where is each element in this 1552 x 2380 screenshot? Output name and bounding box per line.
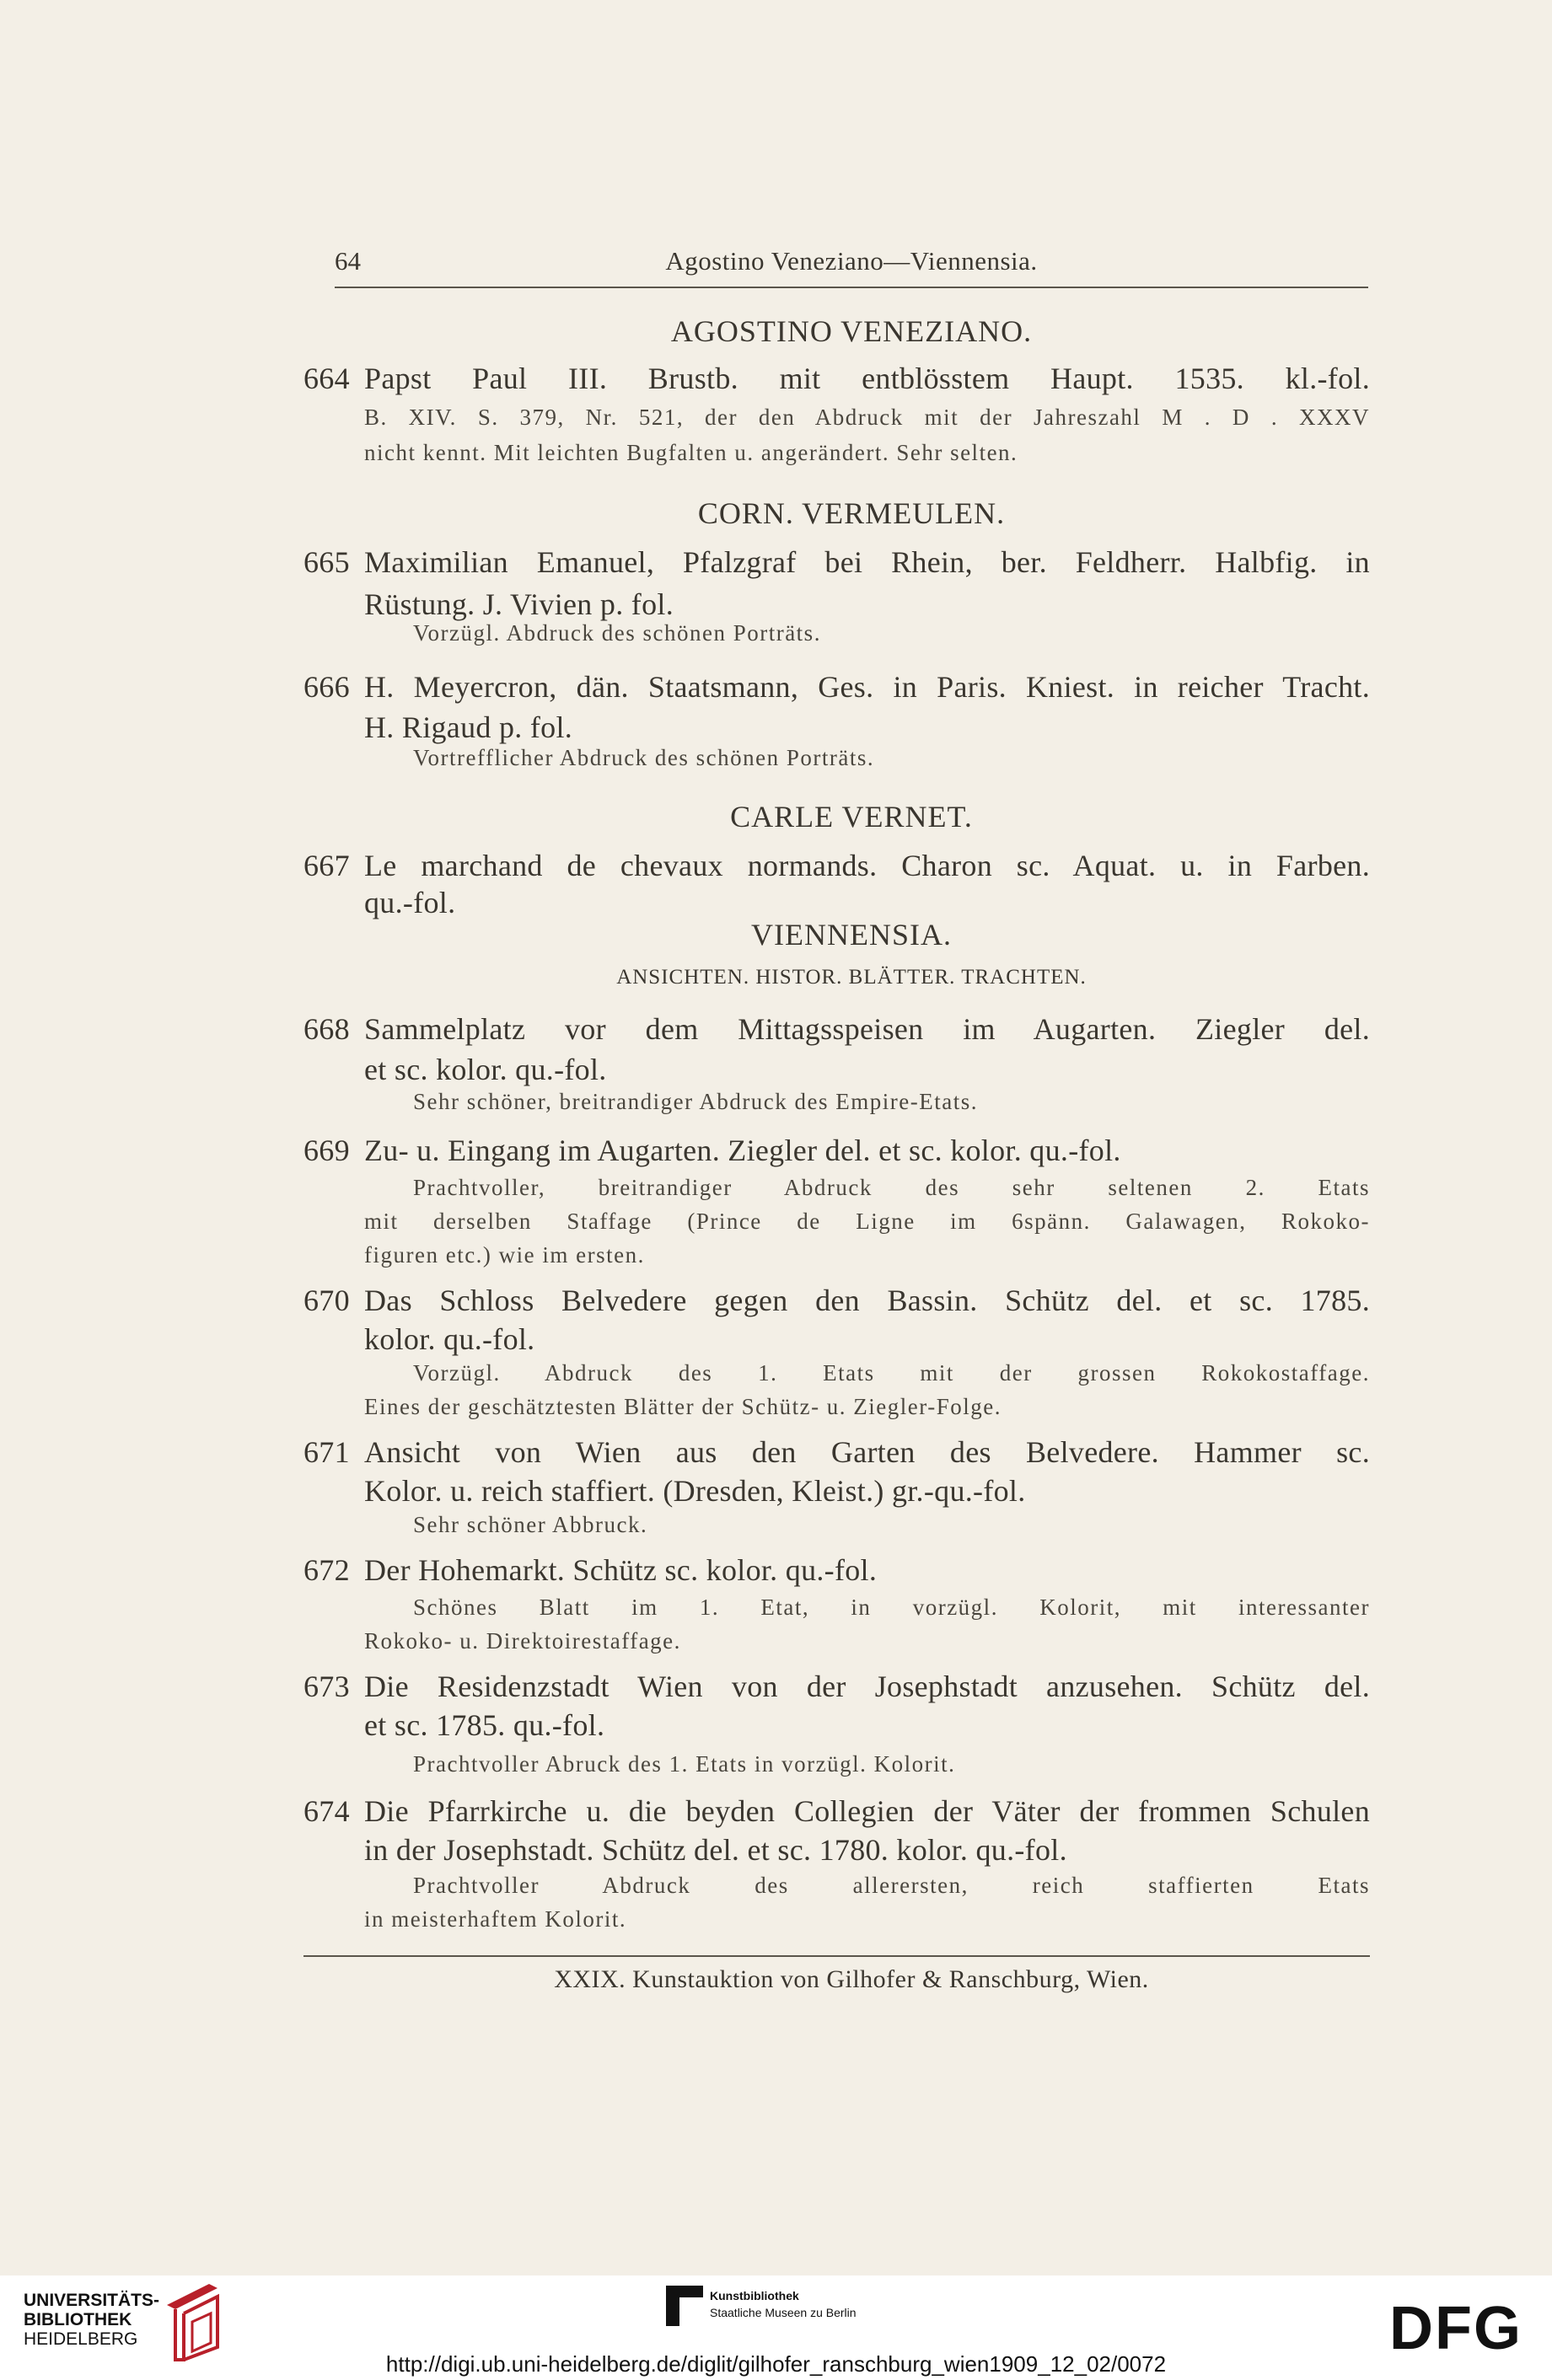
entry-text: H. Meyercron, dän. Staatsmann, Ges. in Paris. Kniest. in reicher Tracht. xyxy=(364,670,1370,704)
entry-number: 668 xyxy=(303,1012,350,1046)
dfg-logo: DFG xyxy=(1389,2295,1522,2362)
section-heading-vernet: CARLE VERNET. xyxy=(730,800,973,834)
section-heading-viennensia: VIENNENSIA. xyxy=(751,918,952,951)
footer-rule xyxy=(303,1955,1370,1957)
section-heading-agostino: AGOSTINO VENEZIANO. xyxy=(670,314,1033,348)
section-subheading: ANSICHTEN. HISTOR. BLÄTTER. TRACHTEN. xyxy=(616,966,1087,989)
page-footer: XXIX. Kunstauktion von Gilhofer & Ranschburg, Wien. xyxy=(554,1965,1149,1993)
entry-number: 674 xyxy=(303,1794,350,1828)
entry-665-note: Vorzügl. Abdruck des schönen Porträts. xyxy=(413,620,821,646)
entry-number: 666 xyxy=(303,670,350,704)
section-heading-vermeulen: CORN. VERMEULEN. xyxy=(697,496,1006,530)
entry-text: Papst Paul III. Brustb. mit entblösstem Haupt. 1535. kl.-fol. xyxy=(364,362,1370,395)
entry-668-note: Sehr schöner, breitrandiger Abdruck des Empire-Etats. xyxy=(413,1089,978,1114)
entry-text: qu.-fol. xyxy=(364,886,456,919)
entry-670-note: Vorzügl. Abdruck des 1. Etats mit der grossen Rokokostaffage. xyxy=(413,1360,1370,1386)
entry-text: et sc. kolor. qu.-fol. xyxy=(364,1053,607,1086)
entry-669-note: figuren etc.) wie im ersten. xyxy=(364,1242,645,1268)
entry-number: 664 xyxy=(303,362,350,395)
entry-text: Ansicht von Wien aus den Garten des Belvedere. Hammer sc. xyxy=(364,1435,1370,1469)
entry-number: 672 xyxy=(303,1553,350,1587)
kunstbibliothek-title: Kunstbibliothek xyxy=(710,2289,799,2302)
entry-671-note: Sehr schöner Abbruck. xyxy=(413,1512,648,1537)
kunstbibliothek-logo-icon xyxy=(666,2286,703,2326)
entry-number: 669 xyxy=(303,1134,350,1167)
entry-672-note: Rokoko- u. Direktoirestaffage. xyxy=(364,1628,681,1654)
entry-674-note: in meisterhaftem Kolorit. xyxy=(364,1906,627,1932)
entry-text: Der Hohemarkt. Schütz sc. kolor. qu.-fol. xyxy=(364,1553,878,1587)
entry-673-note: Prachtvoller Abruck des 1. Etats in vorzügl. Kolorit. xyxy=(413,1751,956,1777)
entry-674-note: Prachtvoller Abdruck des allerersten, reich staffierten Etats xyxy=(413,1873,1370,1898)
entry-664-note: B. XIV. S. 379, Nr. 521, der den Abdruck mit der Jahreszahl M . D . XXXV xyxy=(364,405,1370,430)
kunstbibliothek-label xyxy=(710,2287,857,2321)
entry-number: 667 xyxy=(303,849,350,882)
entry-672-note: Schönes Blatt im 1. Etat, in vorzügl. Kolorit, mit interessanter xyxy=(413,1595,1370,1620)
ub-logo-line: HEIDELBERG xyxy=(24,2329,138,2349)
entry-text: Sammelplatz vor dem Mittagsspeisen im Augarten. Ziegler del. xyxy=(364,1012,1370,1046)
page-number: 64 xyxy=(335,246,361,276)
entry-text: Die Pfarrkirche u. die beyden Collegien der Väter der frommen Schulen xyxy=(364,1794,1370,1828)
entry-text: Zu- u. Eingang im Augarten. Ziegler del. et sc. kolor. qu.-fol. xyxy=(364,1134,1121,1167)
running-title: Agostino Veneziano—Viennensia. xyxy=(665,246,1038,276)
entry-666-note: Vortrefflicher Abdruck des schönen Porträts. xyxy=(413,745,875,770)
source-url[interactable]: http://digi.ub.uni-heidelberg.de/diglit/gilhofer_ranschburg_wien1909_12_02/0072 xyxy=(385,2351,1167,2377)
entry-number: 671 xyxy=(303,1435,350,1469)
entry-text: kolor. qu.-fol. xyxy=(364,1322,535,1356)
entry-text: Rüstung. J. Vivien p. fol. xyxy=(364,587,674,621)
entry-text: Kolor. u. reich staffiert. (Dresden, Kleist.) gr.-qu.-fol. xyxy=(364,1474,1026,1508)
entry-text: H. Rigaud p. fol. xyxy=(364,710,573,744)
entry-664-note: nicht kennt. Mit leichten Bugfalten u. angerändert. Sehr selten. xyxy=(364,440,1018,465)
entry-text: Maximilian Emanuel, Pfalzgraf bei Rhein, ber. Feldherr. Halbfig. in xyxy=(364,545,1370,579)
entry-text: Le marchand de chevaux normands. Charon sc. Aquat. u. in Farben. xyxy=(364,849,1370,882)
entry-669-note: mit derselben Staffage (Prince de Ligne im 6spänn. Galawagen, Rokoko- xyxy=(364,1209,1370,1234)
entry-text: Die Residenzstadt Wien von der Josephstadt anzusehen. Schütz del. xyxy=(364,1670,1370,1703)
entry-text: Das Schloss Belvedere gegen den Bassin. Schütz del. et sc. 1785. xyxy=(364,1284,1370,1317)
entry-669-note: Prachtvoller, breitrandiger Abdruck des sehr seltenen 2. Etats xyxy=(413,1175,1370,1200)
entry-670-note: Eines der geschätztesten Blätter der Schütz- u. Ziegler-Folge. xyxy=(364,1394,1002,1419)
entry-text: et sc. 1785. qu.-fol. xyxy=(364,1708,605,1742)
entry-number: 670 xyxy=(303,1284,350,1317)
running-head xyxy=(335,246,1368,288)
ub-logo-line: UNIVERSITÄTS- xyxy=(24,2291,160,2310)
entry-number: 673 xyxy=(303,1670,350,1703)
entry-text: in der Josephstadt. Schütz del. et sc. 1780. kolor. qu.-fol. xyxy=(364,1833,1067,1867)
kunstbibliothek-subtitle: Staatliche Museen zu Berlin xyxy=(710,2306,857,2319)
ub-heidelberg-logo xyxy=(24,2291,159,2349)
ub-logo-line: BIBLIOTHEK xyxy=(24,2310,132,2329)
entry-number: 665 xyxy=(303,545,350,579)
